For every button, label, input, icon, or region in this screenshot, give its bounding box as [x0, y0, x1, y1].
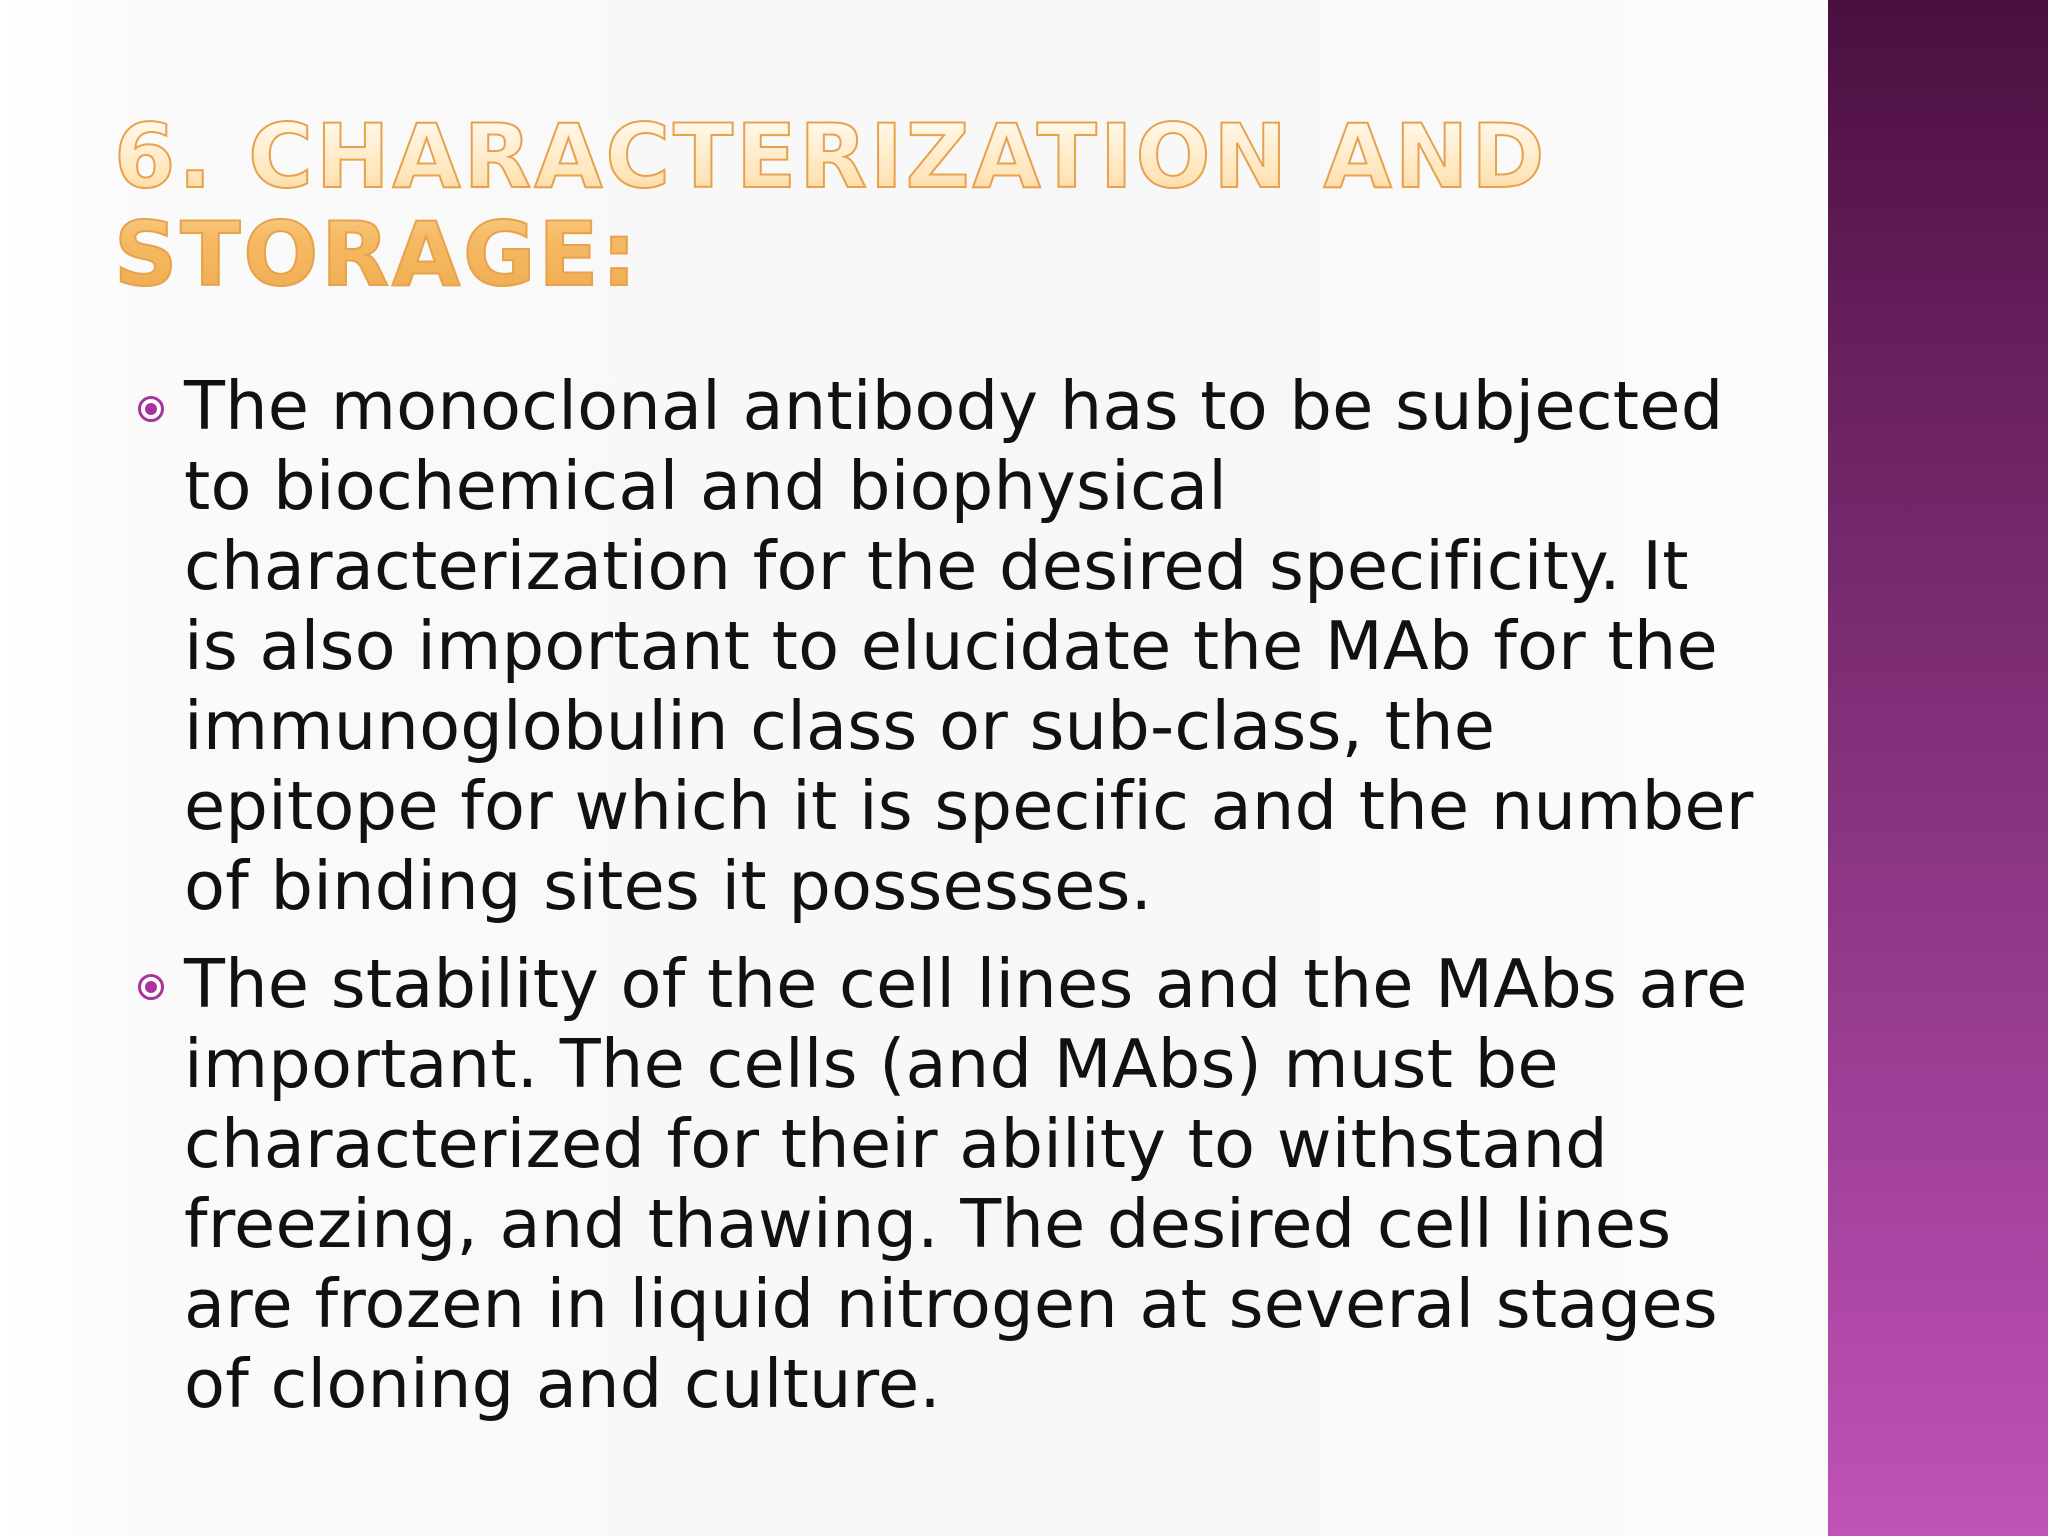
bullet-text: The stability of the cell lines and the MAbs are important. The cells (and MAbs) must be characterized for their ability to withstand freezing, and thawing. The desired cell lines are frozen in liquid nitrogen at several stages of cloning and culture.: [184, 945, 1748, 1423]
circle-dot-center: [145, 981, 157, 993]
bullet-list: [134, 366, 1754, 1442]
circle-dot-icon: [134, 366, 184, 446]
circle-dot-center: [145, 403, 157, 415]
list-item: [134, 366, 1754, 926]
decorative-side-band: [1828, 0, 2048, 1536]
slide-title: 6. CHARACTERIZATION AND STORAGE:: [114, 108, 1614, 304]
bullet-text: The monoclonal antibody has to be subjected to biochemical and biophysical characterization for the desired specificity. It is also important to elucidate the MAb for the immunoglobulin class or sub-class, the epitope for which it is specific and the number of binding sites it possesses.: [184, 367, 1754, 925]
list-item: [134, 944, 1754, 1424]
circle-dot-icon: [134, 944, 184, 1024]
